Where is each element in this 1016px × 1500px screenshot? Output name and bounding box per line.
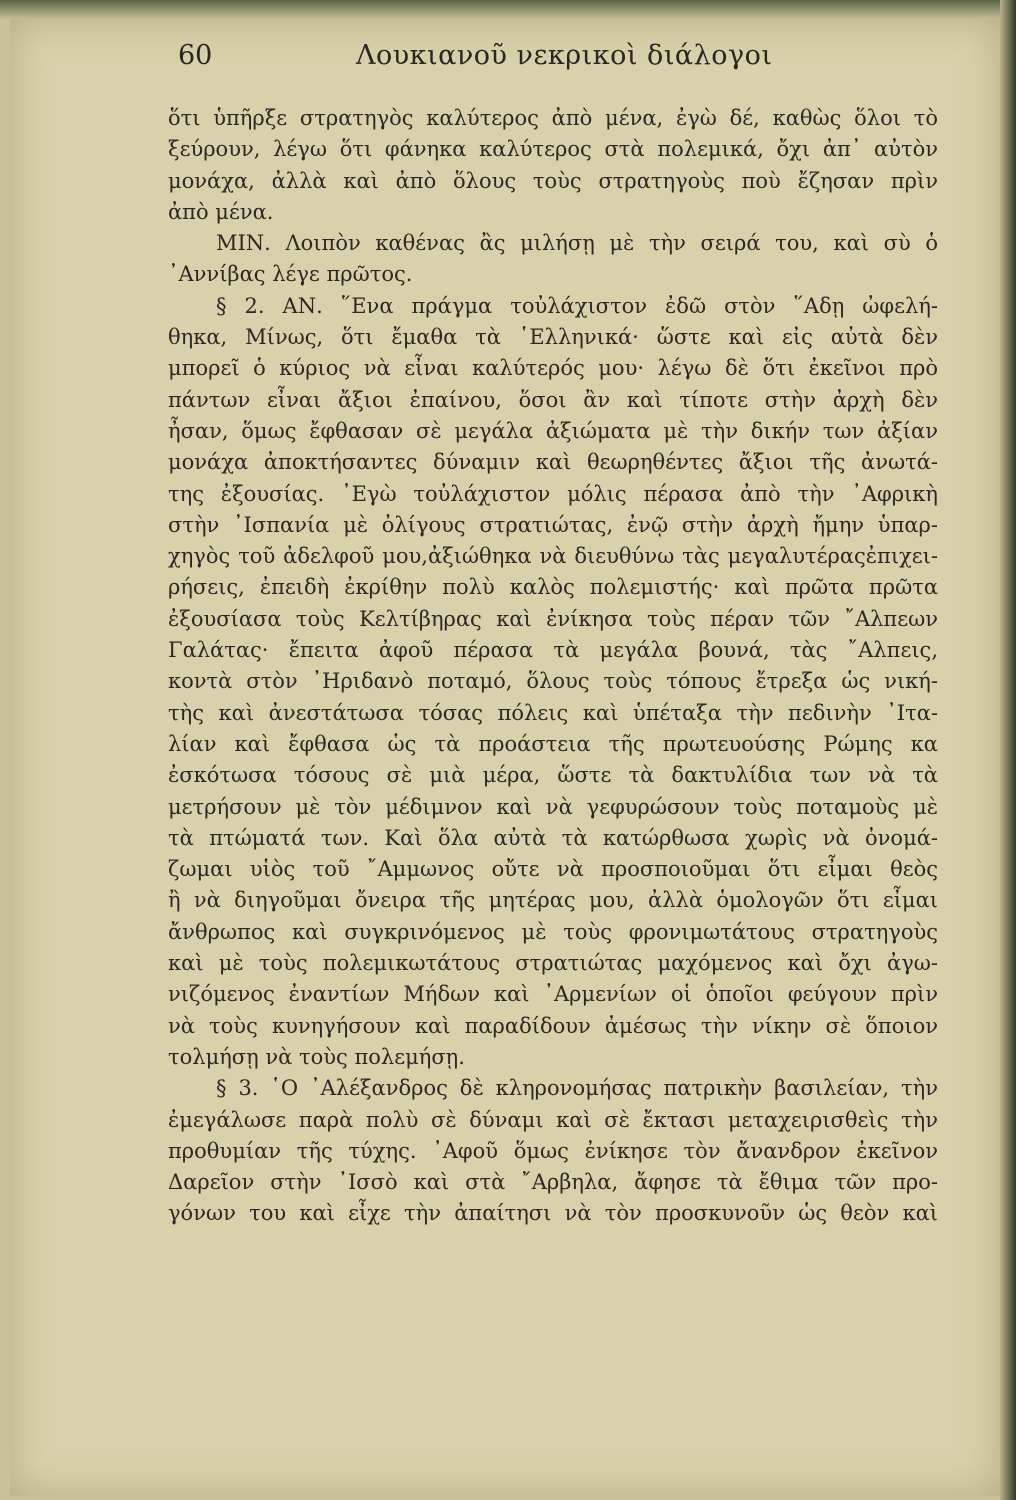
body-text [168,103,938,1230]
text-line: ὅτι ὑπῆρξε στρατηγὸς καλύτερος ἀπὸ μένα, ἐγὼ δέ, καθὼς ὅλοι τὸ [168,106,938,130]
text-line: στὴν ᾽Ισπανία μὲ ὀλίγους στρατιώτας, ἐνῷ στὴν ἀρχὴ ἤμην ὑπαρ- [168,512,938,537]
text-line: ἦσαν, ὅμως ἔφθασαν σὲ μεγάλα ἀξιώματα μὲ τὴν δικήν των ἀξίαν [168,418,938,443]
text-line: μπορεῖ ὁ κύριος νὰ εἶναι καλύτερός μου· λέγω δὲ ὅτι ἐκεῖνοι πρὸ [168,356,938,381]
book-binding-edge [1000,0,1016,1500]
text-line: καὶ μὲ τοὺς πολεμικωτάτους στρατιώτας μαχόμενος καὶ ὄχι ἀγω- [168,951,938,976]
text-line: τὴς καὶ ἀνεστάτωσα τόσας πόλεις καὶ ὑπέταξα τὴν πεδινὴν ᾽Ιτα- [168,700,938,725]
running-title: Λουκιανοῦ νεκρικοὶ διάλογοι [356,40,773,71]
text-line: ἐσκότωσα τόσους σὲ μιὰ μέρα, ὥστε τὰ δακτυλίδια των νὰ τὰ [168,763,938,788]
text-line: ἐξουσίασα τοὺς Κελτίβηρας καὶ ἐνίκησα τοὺς πέραν τῶν ῎Αλπεων [168,606,938,631]
page-number: 60 [178,40,213,71]
text-line: ΜΙΝ. Λοιπὸν καθένας ἂς μιλήσῃ μὲ τὴν σειρά του, καὶ σὺ ὁ [216,231,938,256]
text-line: νὰ τοὺς κυνηγήσουν καὶ παραδίδουν ἀμέσως τὴν νίκην σὲ ὅποιον [168,1013,938,1038]
text-line: μονάχα, ἀλλὰ καὶ ἀπὸ ὅλους τοὺς στρατηγοὺς ποὺ ἔζησαν πρὶν [168,168,938,193]
page-header [178,40,938,84]
text-line: τολμήσῃ νὰ τοὺς πολεμήσῃ. [168,1044,465,1069]
text-line: νιζόμενος ἐναντίων Μήδων καὶ ᾽Αρμενίων οἱ ὁποῖοι φεύγουν πρὶν [168,982,938,1007]
page-top-edge [0,0,1016,20]
text-line: ξεύρουν, λέγω ὅτι φάνηκα καλύτερος στὰ πολεμικά, ὄχι ἀπ᾽ αὐτὸν [168,137,938,162]
text-line: τὰ πτώματά των. Καὶ ὅλα αὐτὰ τὰ κατώρθωσα χωρὶς νὰ ὀνομά- [168,825,938,850]
text-line: ρήσεις, ἐπειδὴ ἐκρίθην πολὺ καλὸς πολεμιστής· καὶ πρῶτα πρῶτα [168,575,938,600]
text-line: ἐμεγάλωσε παρὰ πολὺ σὲ δύναμι καὶ σὲ ἔκτασι μεταχειρισθεὶς τὴν [168,1107,938,1132]
text-line: μονάχα ἀποκτήσαντες δύναμιν καὶ θεωρηθέντες ἄξιοι τῆς ἀνωτά- [168,450,938,475]
text-line: ᾽Αννίβας λέγε πρῶτος. [168,262,413,287]
text-line: Δαρεῖον στὴν ᾽Ισσὸ καὶ στὰ ῎Αρβηλα, ἄφησε τὰ ἔθιμα τῶν προ- [168,1170,938,1195]
text-line: ἀπὸ μένα. [168,199,274,224]
text-line: κοντὰ στὸν ᾽Ηριδανὸ ποταμό, ὅλους τοὺς τόπους ἔτρεξα ὡς νική- [168,669,938,694]
text-line: πάντων εἶναι ἄξιοι ἐπαίνου, ὅσοι ἂν καὶ τίποτε στὴν ἀρχὴ δὲν [168,387,938,412]
text-line: γόνων του καὶ εἶχε τὴν ἀπαίτησι νὰ τὸν προσκυνοῦν ὡς θεὸν καὶ [168,1201,938,1226]
text-line: ζωμαι υἱὸς τοῦ ῎Αμμωνος οὔτε νὰ προσποιοῦμαι ὅτι εἶμαι θεὸς [168,857,938,882]
text-line: προθυμίαν τῆς τύχης. ᾽Αφοῦ ὅμως ἐνίκησε τὸν ἄνανδρον ἐκεῖνον [168,1138,938,1163]
text-line: ἢ νὰ διηγοῦμαι ὄνειρα τῆς μητέρας μου, ἀλλὰ ὁμολογῶν ὅτι εἶμαι [168,888,938,913]
text-line: λίαν καὶ ἔφθασα ὡς τὰ προάστεια τῆς πρωτευούσης Ρώμης κα [168,731,938,756]
text-line: της ἐξουσίας. ᾽Εγὼ τοὐλάχιστον μόλις πέρασα ἀπὸ τὴν ᾽Αφρικὴ [168,481,938,506]
text-line: ἄνθρωπος καὶ συγκρινόμενος μὲ τοὺς φρονιμωτάτους στρατηγοὺς [168,919,938,944]
text-line: θηκα, Μίνως, ὅτι ἔμαθα τὰ ῾Ελληνικά· ὥστε καὶ εἰς αὐτὰ δὲν [168,325,938,350]
text-line: § 2. ΑΝ. ῞Ενα πράγμα τοὐλάχιστον ἐδῶ στὸν ῞Αδῃ ὠφελή- [216,293,938,318]
text-line: χηγὸς τοῦ ἀδελφοῦ μου,ἀξιώθηκα νὰ διευθύνω τὰς μεγαλυτέραςἐπιχει- [168,544,938,569]
text-line: μετρήσουν μὲ τὸν μέδιμνον καὶ νὰ γεφυρώσουν τοὺς ποταμοὺς μὲ [168,794,938,819]
text-line: Γαλάτας· ἔπειτα ἀφοῦ πέρασα τὰ μεγάλα βουνά, τὰς ῎Αλπεις, [168,638,938,663]
text-line: § 3. ῾Ο ᾽Αλέξανδρος δὲ κληρονομήσας πατρικὴν βασιλείαν, τὴν [216,1076,938,1101]
